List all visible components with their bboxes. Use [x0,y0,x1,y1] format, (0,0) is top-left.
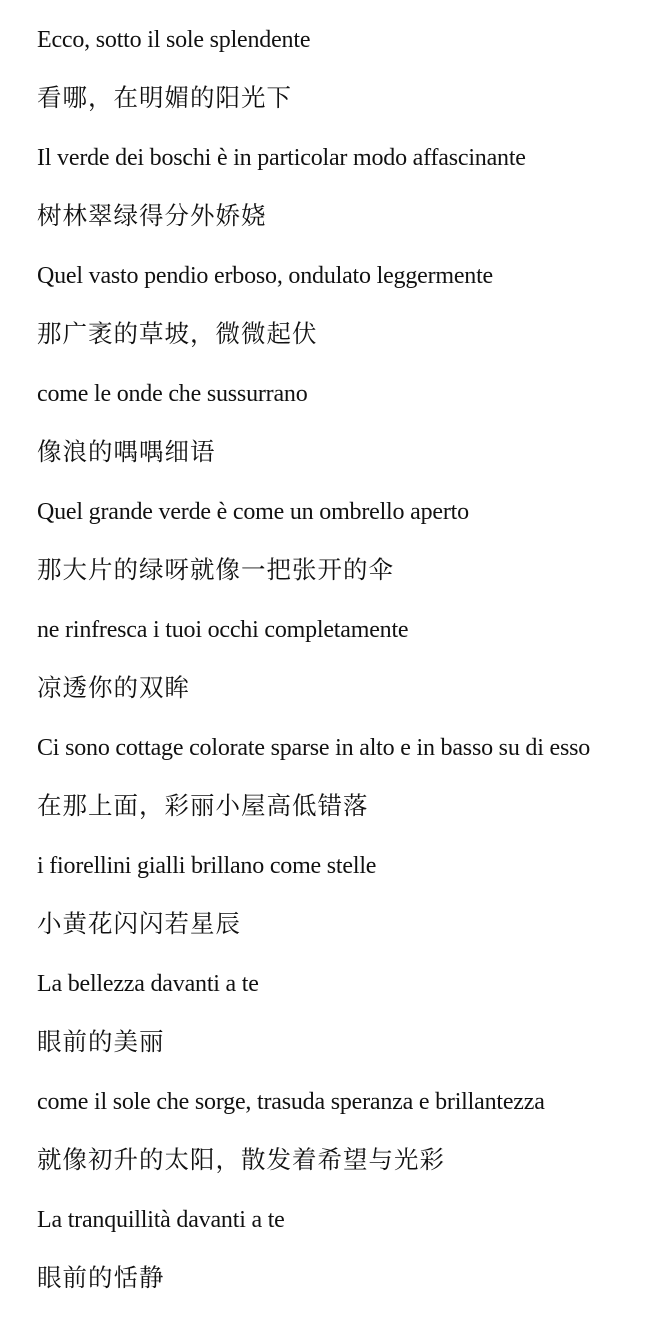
poem-line-italian: come le onde che sussurrano [37,381,308,407]
poem-line-chinese: 小黄花闪闪若星辰 [37,911,241,938]
poem-line-italian: come il sole che sorge, trasuda speranza e brillantezza [37,1089,545,1115]
poem-line-chinese: 那广袤的草坡，微微起伏 [37,321,318,348]
poem-line-italian: Quel grande verde è come un ombrello aperto [37,499,469,525]
poem-line-chinese: 看哪，在明媚的阳光下 [37,85,292,112]
poem-line-italian: La tranquillità davanti a te [37,1207,285,1233]
poem-line-italian: Il verde dei boschi è in particolar modo affascinante [37,145,526,171]
poem-line-italian: Quel vasto pendio erboso, ondulato leggermente [37,263,494,289]
poem-line-chinese: 那大片的绿呀就像一把张开的伞 [37,557,394,584]
poem-line-italian: Ecco, sotto il sole splendente [37,27,311,53]
poem-line-chinese: 树林翠绿得分外娇娆 [37,203,267,230]
poem-line-chinese: 像浪的喁喁细语 [37,439,216,466]
poem-line-chinese: 眼前的美丽 [37,1029,165,1056]
poem-line-chinese: 眼前的恬静 [37,1265,165,1292]
poem-line-chinese: 就像初升的太阳，散发着希望与光彩 [37,1147,445,1174]
poem-line-italian: i fiorellini gialli brillano come stelle [37,853,377,879]
bilingual-poem [37,22,662,1320]
poem-line-chinese: 在那上面，彩丽小屋高低错落 [37,793,369,820]
poem-line-italian: La bellezza davanti a te [37,971,259,997]
poem-line-italian: Ci sono cottage colorate sparse in alto e in basso su di esso [37,735,591,761]
poem-line-italian: ne rinfresca i tuoi occhi completamente [37,617,409,643]
poem-line-chinese: 凉透你的双眸 [37,675,190,702]
